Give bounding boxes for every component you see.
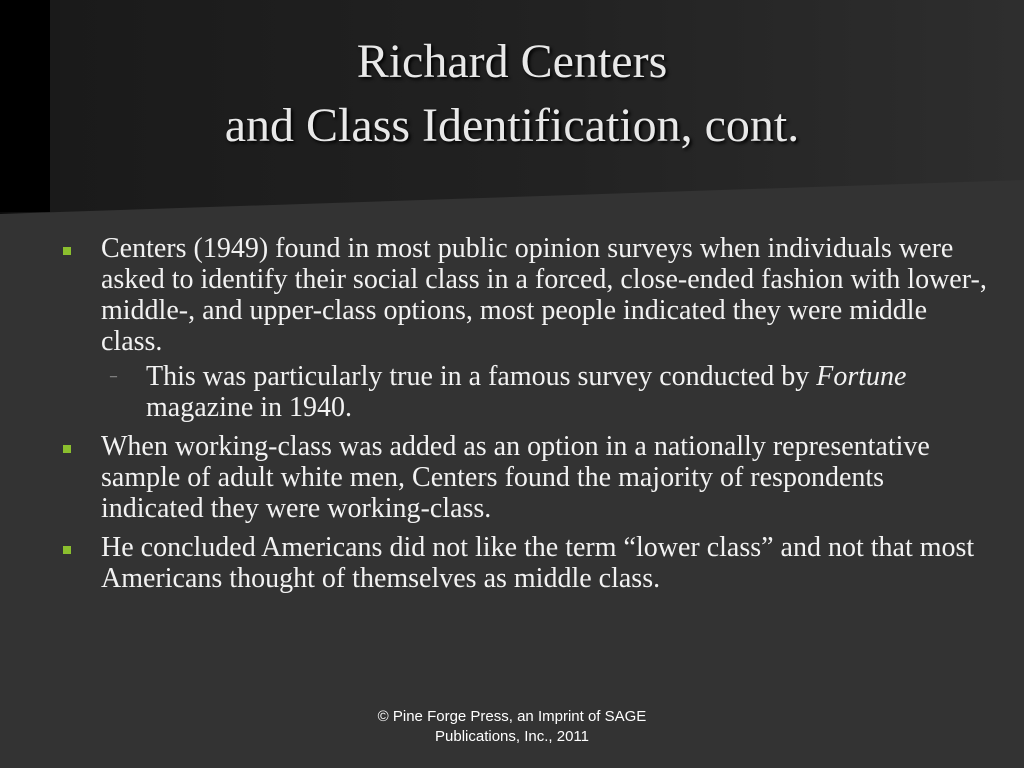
bullet-text-3: He concluded Americans did not like the term “lower class” and not that most Americans thought of themselves as middle class. bbox=[101, 532, 975, 594]
sub-bullet-italic: Fortune bbox=[816, 361, 907, 392]
copyright-footer bbox=[312, 707, 712, 747]
bullet-item-3 bbox=[60, 532, 990, 594]
bullet-item-1 bbox=[60, 233, 990, 357]
sub-bullet-item bbox=[60, 361, 990, 423]
dash-bullet-icon: – bbox=[110, 369, 117, 384]
sub-bullet-text-before: This was particularly true in a famous survey conducted by bbox=[146, 361, 817, 392]
footer-line-2: Publications, Inc., 2011 bbox=[435, 728, 589, 745]
bullet-list bbox=[60, 233, 990, 602]
sub-bullet-text-after: magazine in 1940. bbox=[146, 392, 353, 423]
footer-line-1: © Pine Forge Press, an Imprint of SAGE bbox=[377, 708, 647, 725]
square-bullet-icon bbox=[63, 247, 71, 255]
square-bullet-icon bbox=[63, 445, 71, 453]
title-line-1: Richard Centers bbox=[356, 35, 668, 88]
title-line-2: and Class Identification, cont. bbox=[224, 99, 800, 152]
square-bullet-icon bbox=[63, 546, 71, 554]
bullet-text-2: When working-class was added as an option in a nationally representative sample of adult white men, Centers found the majority of respondents indicated they were working-class. bbox=[101, 431, 930, 524]
bullet-item-2 bbox=[60, 431, 990, 524]
bullet-text-1: Centers (1949) found in most public opinion surveys when individuals were asked to identify their social class in a forced, close-ended fashion with lower-, middle-, and upper-class options, most people indicated they were middle class. bbox=[101, 233, 987, 357]
slide-title bbox=[0, 30, 1024, 158]
